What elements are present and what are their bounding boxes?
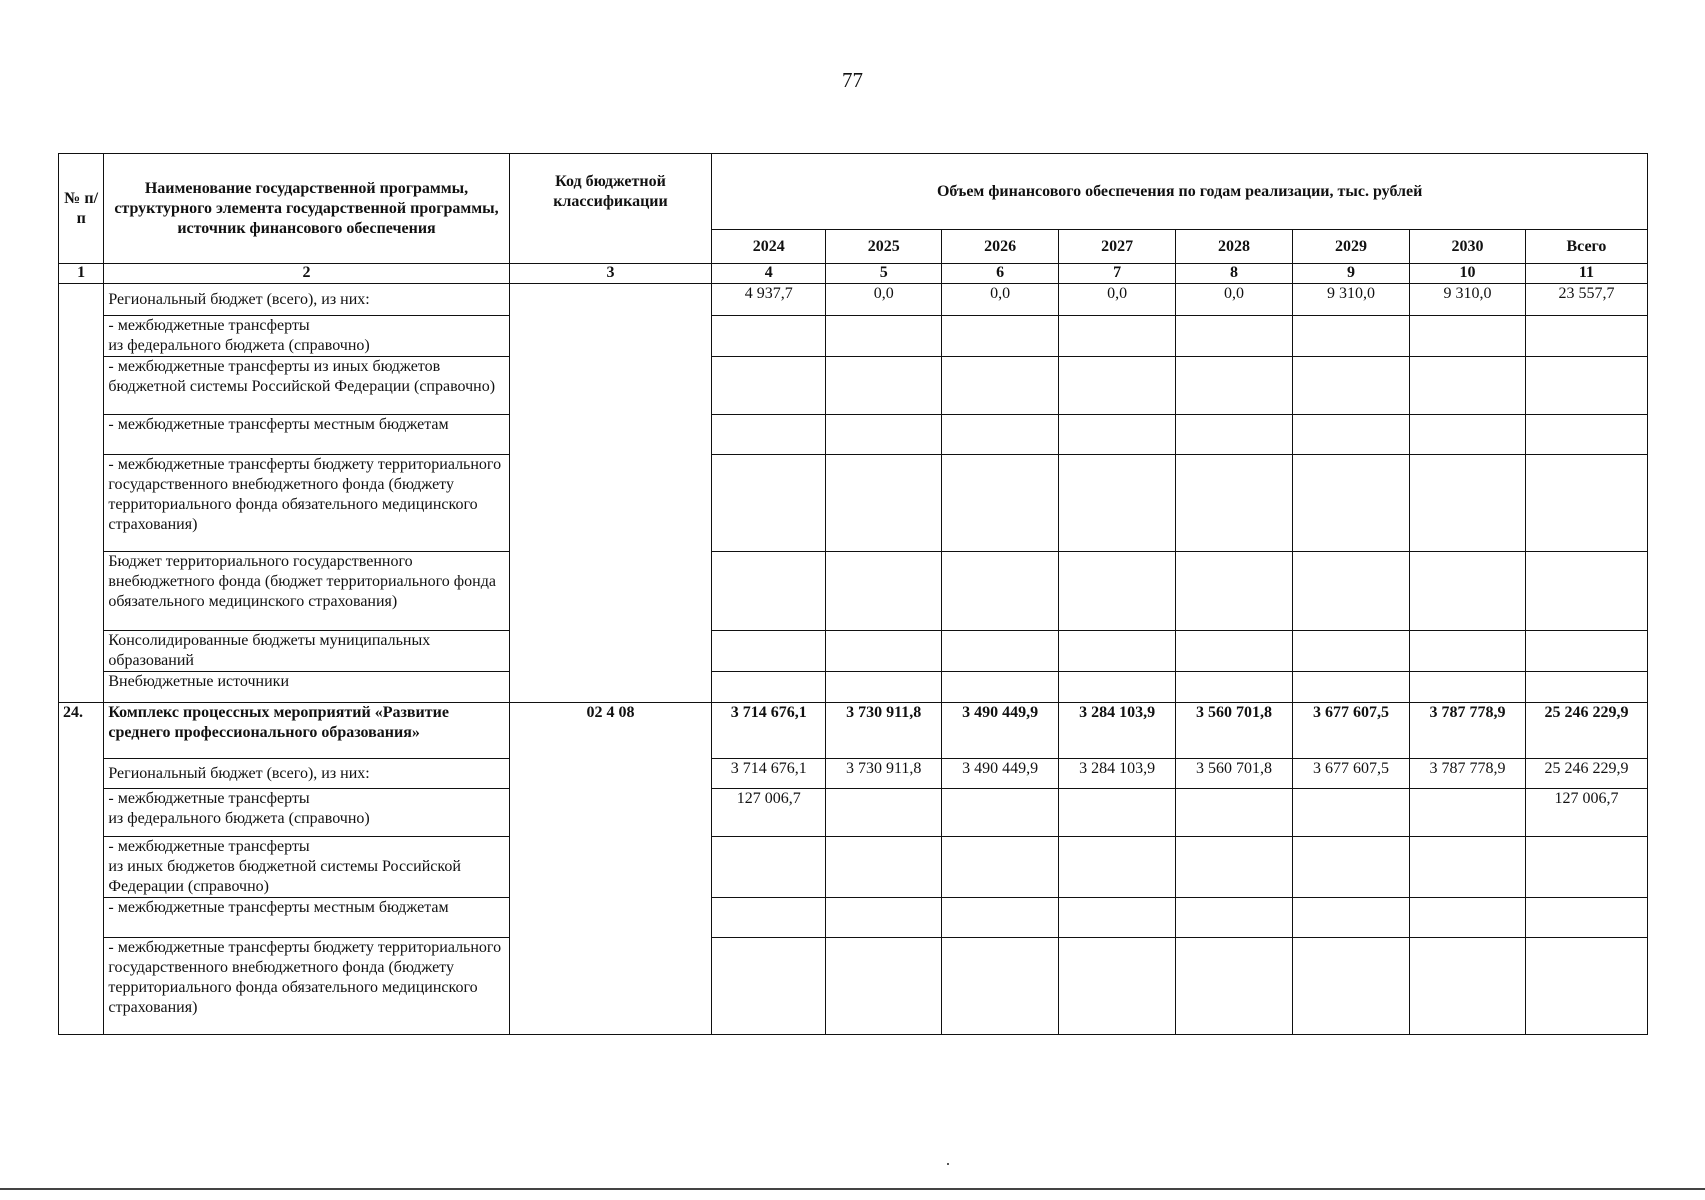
value-cell: [1176, 631, 1293, 672]
value-cell: [1525, 938, 1647, 1035]
column-number-7: 8: [1176, 264, 1293, 284]
value-cell: 0,0: [826, 284, 942, 316]
value-cell: [712, 316, 826, 357]
table-row: [59, 898, 1648, 938]
value-cell: [942, 898, 1059, 938]
row-label: Внебюджетные источники: [104, 672, 509, 703]
value-cell: [1293, 631, 1410, 672]
value-cell: [826, 938, 942, 1035]
value-cell: [1409, 357, 1525, 415]
budget-code-cell: 02 4 08: [509, 703, 712, 1035]
value-cell: [1409, 837, 1525, 898]
value-cell: [1525, 357, 1647, 415]
column-number-10: 11: [1525, 264, 1647, 284]
value-cell: 3 284 103,9: [1059, 703, 1176, 759]
table-row: [59, 357, 1648, 415]
column-number-4: 5: [826, 264, 942, 284]
value-cell: [1059, 898, 1176, 938]
value-cell: [1293, 672, 1410, 703]
value-cell: [1176, 357, 1293, 415]
row-label: - межбюджетные трансферты местным бюджетам: [104, 415, 509, 455]
value-cell: [1293, 552, 1410, 631]
table-row: [59, 552, 1648, 631]
header-col-volume: Объем финансового обеспечения по годам реализации, тыс. рублей: [712, 154, 1648, 230]
header-year-4: 2028: [1176, 230, 1293, 264]
table-row: [59, 789, 1648, 837]
value-cell: 3 730 911,8: [826, 703, 942, 759]
header-year-2: 2026: [942, 230, 1059, 264]
value-cell: [826, 631, 942, 672]
value-cell: [1176, 415, 1293, 455]
table-row: [59, 703, 1648, 759]
row-label: Региональный бюджет (всего), из них:: [104, 284, 509, 316]
value-cell: [826, 898, 942, 938]
value-cell: [1293, 789, 1410, 837]
column-number-5: 6: [942, 264, 1059, 284]
program-title: Комплекс процессных мероприятий «Развитие среднего профессионального образования»: [104, 703, 509, 759]
value-cell: [942, 455, 1059, 552]
row-label: - межбюджетные трансферты из иных бюджетов бюджетной системы Российской Федерации (справочно): [104, 357, 509, 415]
value-cell: [826, 552, 942, 631]
value-cell: [942, 415, 1059, 455]
value-cell: [942, 789, 1059, 837]
value-cell: 23 557,7: [1525, 284, 1647, 316]
table-row: [59, 672, 1648, 703]
column-number-3: 4: [712, 264, 826, 284]
column-number-0: 1: [59, 264, 104, 284]
value-cell: 9 310,0: [1293, 284, 1410, 316]
column-number-1: 2: [104, 264, 509, 284]
value-cell: 3 490 449,9: [942, 759, 1059, 789]
row-label: - межбюджетные трансферты из иных бюджетов бюджетной системы Российской Федерации (справочно): [104, 837, 509, 898]
value-cell: 25 246 229,9: [1525, 703, 1647, 759]
value-cell: [1525, 415, 1647, 455]
row-label: - межбюджетные трансферты из федерального бюджета (справочно): [104, 789, 509, 837]
value-cell: [1525, 455, 1647, 552]
value-cell: [826, 789, 942, 837]
value-cell: [1293, 316, 1410, 357]
value-cell: [1525, 672, 1647, 703]
value-cell: 3 560 701,8: [1176, 703, 1293, 759]
value-cell: [826, 357, 942, 415]
row-label: - межбюджетные трансферты бюджету территориального государственного внебюджетного фонда (бюджету территориального фонда обязательного медицинского страхования): [104, 455, 509, 552]
column-number-2: 3: [509, 264, 712, 284]
row-label: Консолидированные бюджеты муниципальных образований: [104, 631, 509, 672]
value-cell: [1059, 415, 1176, 455]
value-cell: [1176, 316, 1293, 357]
value-cell: [1293, 898, 1410, 938]
value-cell: [942, 938, 1059, 1035]
value-cell: [712, 552, 826, 631]
table-row: [59, 631, 1648, 672]
value-cell: [826, 415, 942, 455]
value-cell: [1059, 789, 1176, 837]
value-cell: [942, 316, 1059, 357]
value-cell: [1293, 837, 1410, 898]
value-cell: [1525, 316, 1647, 357]
value-cell: [1059, 631, 1176, 672]
column-number-6: 7: [1059, 264, 1176, 284]
row-number-cell: 24.: [59, 703, 104, 1035]
value-cell: [1293, 415, 1410, 455]
value-cell: 0,0: [1059, 284, 1176, 316]
value-cell: 25 246 229,9: [1525, 759, 1647, 789]
value-cell: [712, 837, 826, 898]
value-cell: 3 560 701,8: [1176, 759, 1293, 789]
table-row: [59, 759, 1648, 789]
header-year-5: 2029: [1293, 230, 1410, 264]
value-cell: [1176, 898, 1293, 938]
table-row: [59, 316, 1648, 357]
value-cell: [942, 552, 1059, 631]
value-cell: 4 937,7: [712, 284, 826, 316]
value-cell: [1409, 789, 1525, 837]
scan-edge-line: [0, 1188, 1705, 1190]
budget-table: [58, 153, 1648, 1035]
budget-code-cell: [509, 284, 712, 703]
header-year-1: 2025: [826, 230, 942, 264]
header-year-0: 2024: [712, 230, 826, 264]
scan-speck: [947, 1163, 949, 1165]
page-number: 77: [842, 68, 863, 92]
value-cell: [1059, 672, 1176, 703]
table-row: [59, 415, 1648, 455]
value-cell: [1409, 672, 1525, 703]
value-cell: [1525, 631, 1647, 672]
value-cell: [712, 631, 826, 672]
value-cell: [1409, 631, 1525, 672]
value-cell: [1176, 837, 1293, 898]
value-cell: [942, 357, 1059, 415]
row-label: Региональный бюджет (всего), из них:: [104, 759, 509, 789]
column-number-9: 10: [1409, 264, 1525, 284]
table-row: [59, 455, 1648, 552]
value-cell: 3 490 449,9: [942, 703, 1059, 759]
value-cell: 3 677 607,5: [1293, 703, 1410, 759]
value-cell: [1176, 789, 1293, 837]
value-cell: [1059, 938, 1176, 1035]
value-cell: 0,0: [1176, 284, 1293, 316]
value-cell: [826, 455, 942, 552]
value-cell: 9 310,0: [1409, 284, 1525, 316]
value-cell: 3 787 778,9: [1409, 759, 1525, 789]
value-cell: [1293, 455, 1410, 552]
row-label: Бюджет территориального государственного внебюджетного фонда (бюджет территориального фонда обязательного медицинского страхования): [104, 552, 509, 631]
table-row: [59, 837, 1648, 898]
value-cell: 3 714 676,1: [712, 759, 826, 789]
value-cell: [1409, 455, 1525, 552]
numbering-row: [59, 264, 1648, 284]
value-cell: 3 677 607,5: [1293, 759, 1410, 789]
value-cell: [712, 898, 826, 938]
value-cell: [1176, 938, 1293, 1035]
value-cell: [1059, 357, 1176, 415]
value-cell: [1059, 552, 1176, 631]
value-cell: [1176, 455, 1293, 552]
value-cell: 0,0: [942, 284, 1059, 316]
value-cell: [1176, 552, 1293, 631]
value-cell: [1176, 672, 1293, 703]
value-cell: [1293, 357, 1410, 415]
column-number-8: 9: [1293, 264, 1410, 284]
value-cell: [826, 837, 942, 898]
value-cell: [712, 455, 826, 552]
value-cell: [1059, 837, 1176, 898]
value-cell: [1059, 316, 1176, 357]
value-cell: 3 714 676,1: [712, 703, 826, 759]
header-year-7: Всего: [1525, 230, 1647, 264]
value-cell: [942, 672, 1059, 703]
header-year-3: 2027: [1059, 230, 1176, 264]
value-cell: [1409, 415, 1525, 455]
value-cell: 3 730 911,8: [826, 759, 942, 789]
value-cell: [712, 357, 826, 415]
value-cell: 3 787 778,9: [1409, 703, 1525, 759]
value-cell: [1409, 898, 1525, 938]
value-cell: [1525, 837, 1647, 898]
value-cell: [1409, 552, 1525, 631]
row-number-cell: [59, 284, 104, 703]
value-cell: 3 284 103,9: [1059, 759, 1176, 789]
table-row: [59, 284, 1648, 316]
value-cell: [712, 938, 826, 1035]
value-cell: [712, 415, 826, 455]
table-row: [59, 938, 1648, 1035]
header-col-number: № п/п: [59, 154, 104, 264]
value-cell: [1293, 938, 1410, 1035]
value-cell: [942, 631, 1059, 672]
value-cell: [826, 316, 942, 357]
value-cell: 127 006,7: [712, 789, 826, 837]
header-col-code: Код бюджетной классификации: [509, 154, 712, 264]
value-cell: [942, 837, 1059, 898]
value-cell: [712, 672, 826, 703]
row-label: - межбюджетные трансферты из федерального бюджета (справочно): [104, 316, 509, 357]
value-cell: [1409, 316, 1525, 357]
value-cell: [1059, 455, 1176, 552]
value-cell: [826, 672, 942, 703]
value-cell: [1525, 552, 1647, 631]
value-cell: [1525, 898, 1647, 938]
row-label: - межбюджетные трансферты местным бюджетам: [104, 898, 509, 938]
header-col-name: Наименование государственной программы, структурного элемента государственной программы, источник финансового обеспечения: [104, 154, 509, 264]
value-cell: [1409, 938, 1525, 1035]
value-cell: 127 006,7: [1525, 789, 1647, 837]
row-label: - межбюджетные трансферты бюджету территориального государственного внебюджетного фонда (бюджету территориального фонда обязательного медицинского страхования): [104, 938, 509, 1035]
header-year-6: 2030: [1409, 230, 1525, 264]
